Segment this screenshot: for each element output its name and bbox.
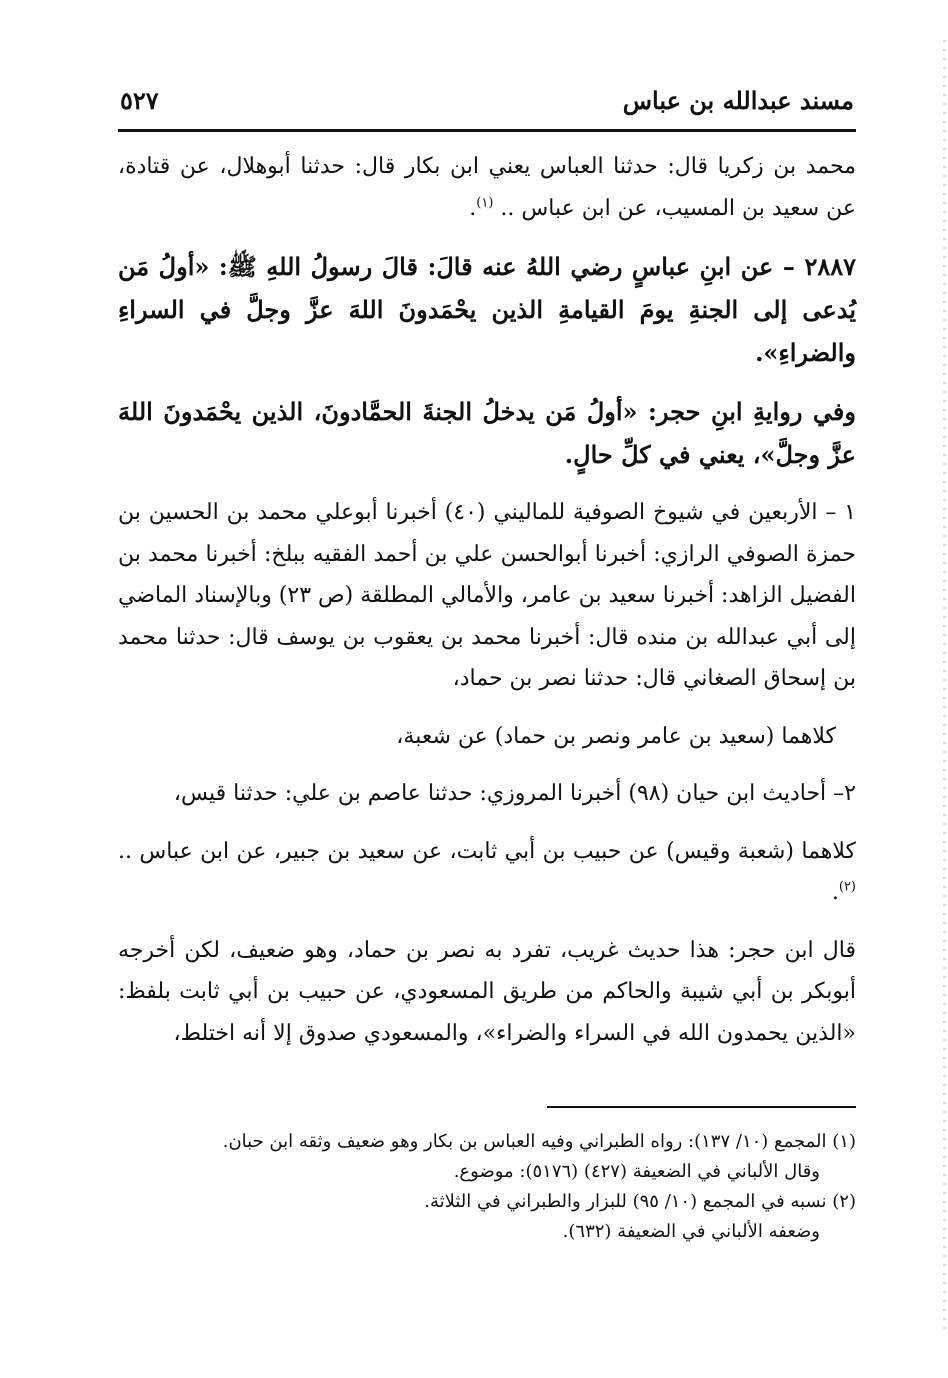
footnote-ref-2[interactable]: (٢) — [838, 879, 856, 895]
takhrij-both-1: كلاهما (سعيد بن عامر ونصر بن حماد) عن شعبة، — [396, 723, 836, 749]
page-edge-marks — [943, 40, 946, 1330]
running-header — [120, 86, 854, 126]
page-number: ٥٢٧ — [120, 86, 159, 115]
takhrij-1: ١ – الأربعين في شيوخ الصوفية للماليني (٤٠) أخبرنا أبوعلي محمد بن الحسين بن حمزة الصوفي الرازي: أخبرنا أبوالحسن علي بن أحمد الفقيه ببلخ: أخبرنا محمد بن الفضيل الزاهد: أخبرنا سعيد بن عامر، والأمالي المطلقة (ص ٢٣) وبالإسناد الماضي إلى أبي عبدالله بن منده قال: أخبرنا محمد بن يعقوب بن يوسف قال: حدثنا محمد بن إسحاق الصغاني قال: حدثنا نصر بن حماد، — [118, 500, 856, 691]
footnote-2: (٢) نسبه في المجمع (١٠/ ٩٥) للبزار والطبراني في الثلاثة. — [424, 1191, 856, 1212]
header-rule — [118, 129, 856, 132]
hadith-2887: ٢٨٨٧ – عن ابنِ عباسٍ رضي اللهُ عنه قالَ: قالَ رسولُ اللهِ ﷺ: «أولُ مَن يُدعى إلى الجنةِ يومَ القيامةِ الذين يحْمَدونَ اللهَ عزَّ وجلَّ في السراءِ والضراءِ». — [118, 252, 856, 367]
footnote-ref-1[interactable]: (١) — [476, 195, 494, 211]
hadith-variant-ibn-hajar: وفي روايةِ ابنِ حجر: «أولُ مَن يدخلُ الجنةَ الحمَّادونَ، الذين يحْمَدونَ اللهَ عزَّ وجلَّ»، يعني في كلِّ حالٍ. — [118, 397, 856, 469]
main-text — [118, 146, 856, 1070]
isnad-continuation-text: محمد بن زكريا قال: حدثنا العباس يعني ابن بكار قال: حدثنا أبوهلال، عن قتادة، عن سعيد بن المسيب، عن ابن عباس .. — [118, 154, 856, 221]
footnote-1-cont: وقال الألباني في الضعيفة (٤٢٧) (٥١٧٦): موضوع. — [453, 1161, 820, 1182]
footnote-2-cont: وضعفه الألباني في الضعيفة (٦٣٢). — [562, 1221, 820, 1242]
sentence-end-2: . — [831, 880, 839, 905]
sentence-end: . — [469, 195, 477, 221]
footnote-rule — [547, 1106, 856, 1108]
takhrij-2: ٢– أحاديث ابن حيان (٩٨) أخبرنا المروزي: حدثنا عاصم بن علي: حدثنا قيس، — [173, 781, 856, 806]
ibn-hajar-comment: قال ابن حجر: هذا حديث غريب، تفرد به نصر بن حماد، وهو ضعيف، لكن أخرجه أبوبكر بن أبي شيبة والحاكم من طريق المسعودي، عن حبيب بن أبي ثابت بلفظ: «الذين يحمدون الله في السراء والضراء»، والمسعودي صدوق إلا أنه اختلط، — [118, 937, 856, 1046]
header-title: مسند عبدالله بن عباس — [622, 86, 854, 115]
takhrij-both-2 — [118, 831, 856, 914]
footnote-1: (١) المجمع (١٠/ ١٣٧): رواه الطبراني وفيه العباس بن بكار وهو ضعيف وثقه ابن حبان. — [222, 1131, 856, 1152]
takhrij-both-2-text: كلاهما (شعبة وقيس) عن حبيب بن أبي ثابت، عن سعيد بن جبير، عن ابن عباس .. — [118, 838, 856, 864]
isnad-continuation — [118, 146, 856, 229]
footnotes — [118, 1127, 856, 1247]
